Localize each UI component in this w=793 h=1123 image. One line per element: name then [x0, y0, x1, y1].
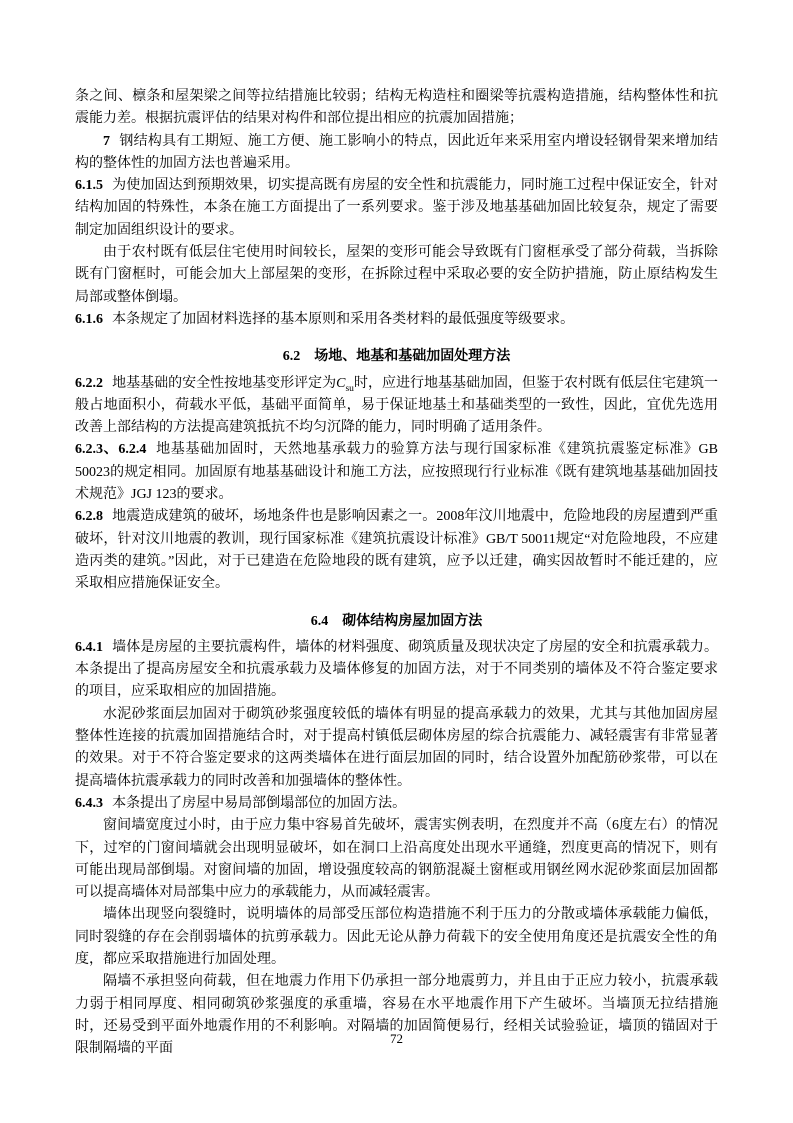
paragraph: 6.4.3 本条提出了房屋中易局部倒塌部位的加固方法。	[75, 795, 407, 811]
paragraph: 条之间、檩条和屋架梁之间等拉结措施比较弱；结构无构造柱和圈梁等抗震构造措施，结构整体性和抗震能力差。根据抗震评估的结果对构件和部位提出相应的抗震加固措施；	[75, 89, 718, 127]
paragraph: 6.4.1 墙体是房屋的主要抗震构件，墙体的材料强度、砌筑质量及现状决定了房屋的安全和抗震承载力。本条提出了提高房屋安全和抗震承载力及墙体修复的加固方法，对于不同类别的墙体及不符合鉴定要求的项目，应采取相应的加固措施。	[75, 639, 718, 700]
paragraph: 6.2.2 地基基础的安全性按地基变形评定为$C_{su}$时，应进行地基基础加固，但鉴于农村既有低层住宅建筑一般占地面积小，荷载水平低，基础平面简单，易于保证地基土和基础类型的一致性，因此，宜优先选用改善上部结构的方法提高建筑抵抗不均匀沉降的能力，同时明确了适用条件。	[75, 375, 719, 436]
clause-number: 6.2.8	[75, 509, 103, 525]
clause-number: 6.2.3、6.2.4	[75, 442, 147, 458]
paragraph: 窗间墙宽度过小时，由于应力集中容易首先破坏，震害实例表明，在烈度并不高（6度左右）的情况下，过窄的门窗间墙就会出现明显破坏，如在洞口上沿高度处出现水平通缝，烈度更高的情况下，则有可能出现局部倒塌。对窗间墙的加固，增设强度较高的钢筋混凝土窗框或用钢丝网水泥砂浆面层加固都可以提高墙体对局部集中应力的承载能力，从而减轻震害。	[75, 818, 718, 901]
paragraph: 墙体出现竖向裂缝时，说明墙体的局部受压部位构造措施不利于压力的分散或墙体承载能力偏低，同时裂缝的存在会削弱墙体的抗剪承载力。因此无论从静力荷载下的安全使用角度还是抗震安全性的角度，都应采取措施进行加固处理。	[75, 907, 718, 967]
clause-number: 6.4.3	[75, 795, 103, 811]
paragraph: 6.1.5 为使加固达到预期效果，切实提高既有房屋的安全性和抗震能力，同时施工过程中保证安全，针对结构加固的特殊性，本条在施工方面提出了一系列要求。鉴于涉及地基基础加固比较复杂，规定了需要制定加固组织设计的要求。	[75, 178, 718, 238]
clause-number: 6.2.2	[75, 375, 103, 391]
clause-number: 7	[103, 133, 110, 149]
paragraph: 6.1.6 本条规定了加固材料选择的基本原则和采用各类材料的最低强度等级要求。	[75, 311, 575, 327]
paragraph: 隔墙不承担竖向荷载，但在地震力作用下仍承担一部分地震剪力，并且由于正应力较小，抗震承载力弱于相同厚度、相同砌筑砂浆强度的承重墙，容易在水平地震作用下产生破坏。当墙顶无拉结措施时，还易受到平面外地震作用的不利影响。对隔墙的加固简便易行，经相关试验验证，墙顶的锚固对于限制隔墙的平面	[75, 974, 718, 1057]
section-heading: 6.4 砌体结构房屋加固方法	[310, 613, 483, 629]
clause-number: 6.4.1	[75, 639, 103, 655]
paragraph: 水泥砂浆面层加固对于砌筑砂浆强度较低的墙体有明显的提高承载力的效果，尤其与其他加固房屋整体性连接的抗震加固措施结合时，对于提高村镇低层砌体房屋的综合抗震能力、减轻震害有非常显著的效果。对于不符合鉴定要求的这两类墙体在进行面层加固的同时，结合设置外加配筋砂浆带，可以在提高墙体抗震承载力的同时改善和加强墙体的整体性。	[75, 706, 718, 789]
document-content	[75, 86, 718, 1060]
paragraph: 6.2.8 地震造成建筑的破坏，场地条件也是影响因素之一。2008年汶川地震中，危险地段的房屋遭到严重破坏，针对汶川地震的教训，现行国家标准《建筑抗震设计标准》GB/T 50011规定“对危险地段，不应建造丙类的建筑。”因此，对于已建造在危险地段的既有建筑，应予以迁建，确实因故暂时不能迁建的，应采取相应措施保证安全。	[75, 509, 718, 592]
paragraph: 由于农村既有低层住宅使用时间较长，屋架的变形可能会导致既有门窗框承受了部分荷载，当拆除既有门窗框时，可能会加大上部屋架的变形，在拆除过程中采取必要的安全防护措施，防止原结构发生局部或整体倒塌。	[75, 245, 718, 305]
clause-number: 6.1.6	[75, 311, 103, 327]
page-number: 72	[390, 1031, 403, 1046]
clause-number: 6.1.5	[75, 178, 103, 194]
section-heading: 6.2 场地、地基和基础加固处理方法	[282, 349, 511, 365]
paragraph: 6.2.3、6.2.4 地基基础加固时，天然地基承载力的验算方法与现行国家标准《建筑抗震鉴定标准》GB 50023的规定相同。加固原有地基基础设计和施工方法，应按照现行行业标准《既有建筑地基基础加固技术规范》JGJ 123的要求。	[75, 442, 718, 503]
paragraph: 7 钢结构具有工期短、施工方便、施工影响小的特点，因此近年来采用室内增设轻钢骨架来增加结构的整体性的加固方法也普遍采用。	[75, 133, 718, 171]
